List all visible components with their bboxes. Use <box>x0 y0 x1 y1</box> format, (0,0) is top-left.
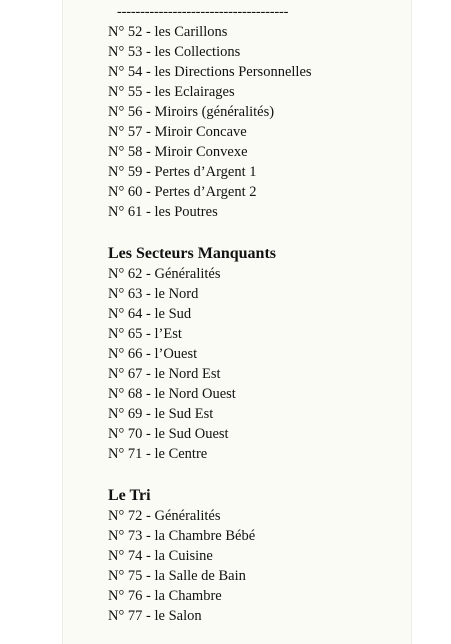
divider-line: ------------------------------------- <box>117 4 289 20</box>
section-gap <box>108 464 408 486</box>
list-item: N° 55 - les Eclairages <box>108 84 235 100</box>
list-item: N° 75 - la Salle de Bain <box>108 568 246 584</box>
list-item: N° 58 - Miroir Convexe <box>108 144 248 160</box>
list-item: N° 62 - Généralités <box>108 266 221 282</box>
list-item: N° 60 - Pertes d’Argent 2 <box>108 184 257 200</box>
list-item: N° 56 - Miroirs (généralités) <box>108 104 275 120</box>
list-item: N° 54 - les Directions Personnelles <box>108 64 312 80</box>
list-item: N° 70 - le Sud Ouest <box>108 426 229 442</box>
list-item: N° 72 - Généralités <box>108 508 221 524</box>
list-item: N° 68 - le Nord Ouest <box>108 386 236 402</box>
section-secteurs-manquants <box>108 244 408 464</box>
section-le-tri <box>108 486 408 626</box>
document-content <box>108 2 408 626</box>
section-list-1 <box>108 22 408 222</box>
list-item: N° 69 - le Sud Est <box>108 406 214 422</box>
list-item: N° 77 - le Salon <box>108 608 202 624</box>
section-heading: Le Tri <box>108 487 151 504</box>
list-item: N° 59 - Pertes d’Argent 1 <box>108 164 257 180</box>
list-item: N° 74 - la Cuisine <box>108 548 213 564</box>
section-gap <box>108 222 408 244</box>
list-item: N° 53 - les Collections <box>108 44 241 60</box>
list-item: N° 66 - l’Ouest <box>108 346 198 362</box>
section-heading: Les Secteurs Manquants <box>108 245 277 262</box>
list-item: N° 71 - le Centre <box>108 446 208 462</box>
list-item: N° 65 - l’Est <box>108 326 182 342</box>
list-item: N° 67 - le Nord Est <box>108 366 221 382</box>
list-item: N° 52 - les Carillons <box>108 24 228 40</box>
list-item: N° 57 - Miroir Concave <box>108 124 247 140</box>
list-item: N° 61 - les Poutres <box>108 204 218 220</box>
list-item: N° 63 - le Nord <box>108 286 199 302</box>
list-item: N° 73 - la Chambre Bébé <box>108 528 256 544</box>
list-item: N° 64 - le Sud <box>108 306 192 322</box>
list-item: N° 76 - la Chambre <box>108 588 222 604</box>
